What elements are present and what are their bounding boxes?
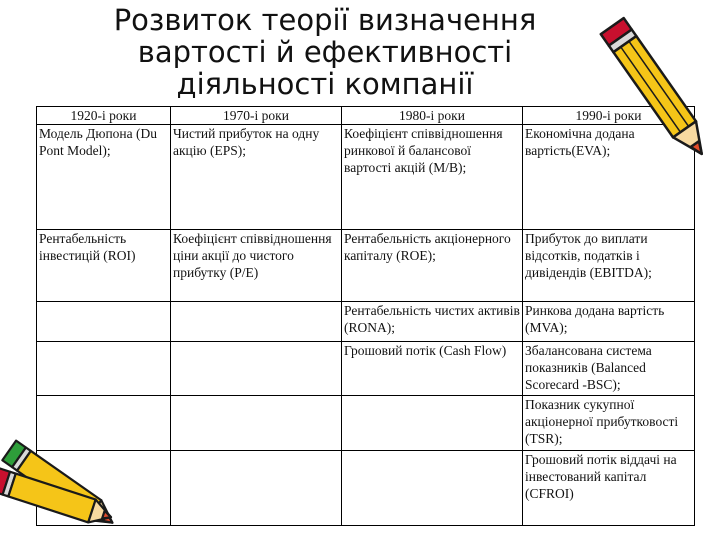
header-1920s: 1920-і роки xyxy=(37,107,171,125)
title-line-3: діяльності компанії xyxy=(176,67,474,101)
table-cell xyxy=(171,302,342,342)
table-row xyxy=(37,302,695,342)
table-cell: Збалансована система показників (Balanced Scorecard -BSC); xyxy=(523,342,695,396)
pencil-icon xyxy=(594,0,720,180)
table-cell xyxy=(171,451,342,526)
table-cell: Економічна додана вартість(EVA); xyxy=(523,125,695,230)
table-cell: Коефіцієнт співвідношення ринкової й балансової вартості акцій (M/B); xyxy=(342,125,523,230)
slide-title xyxy=(80,4,570,100)
header-1980s: 1980-і роки xyxy=(342,107,523,125)
table-cell: Модель Дюпона (Du Pont Model); xyxy=(37,125,171,230)
table-cell xyxy=(37,302,171,342)
table-cell xyxy=(342,451,523,526)
table-cell: Рентабельність чистих активів (RONA); xyxy=(342,302,523,342)
table-cell: Прибуток до виплати відсотків, податків і дивідендів (EBITDA); xyxy=(523,230,695,302)
table-cell: Грошовий потік (Cash Flow) xyxy=(342,342,523,396)
table-cell: Коефіцієнт співвідношення ціни акції до чистого прибутку (P/E) xyxy=(171,230,342,302)
table-cell xyxy=(37,342,171,396)
title-line-2: вартості й ефективності xyxy=(137,35,513,69)
table-cell xyxy=(342,396,523,451)
table-cell: Чистий прибуток на одну акцію (EPS); xyxy=(171,125,342,230)
table-row xyxy=(37,230,695,302)
table-cell: Показник сукупної акціонерної прибутковості (TSR); xyxy=(523,396,695,451)
table-row xyxy=(37,451,695,526)
table-cell: Грошовий потік віддачі на інвестований капітал (CFROI) xyxy=(523,451,695,526)
table-cell: Ринкова додана вартість (MVA); xyxy=(523,302,695,342)
pencils-icon xyxy=(0,426,130,540)
header-1990s: 1990-і роки xyxy=(523,107,695,125)
header-1970s: 1970-і роки xyxy=(171,107,342,125)
table-row xyxy=(37,342,695,396)
table-cell: Рентабельність акціонерного капіталу (ROE); xyxy=(342,230,523,302)
table-cell xyxy=(171,342,342,396)
table-row xyxy=(37,396,695,451)
table-cell xyxy=(171,396,342,451)
title-line-1: Розвиток теорії визначення xyxy=(113,3,537,37)
table-cell: Рентабельність інвестицій (ROI) xyxy=(37,230,171,302)
